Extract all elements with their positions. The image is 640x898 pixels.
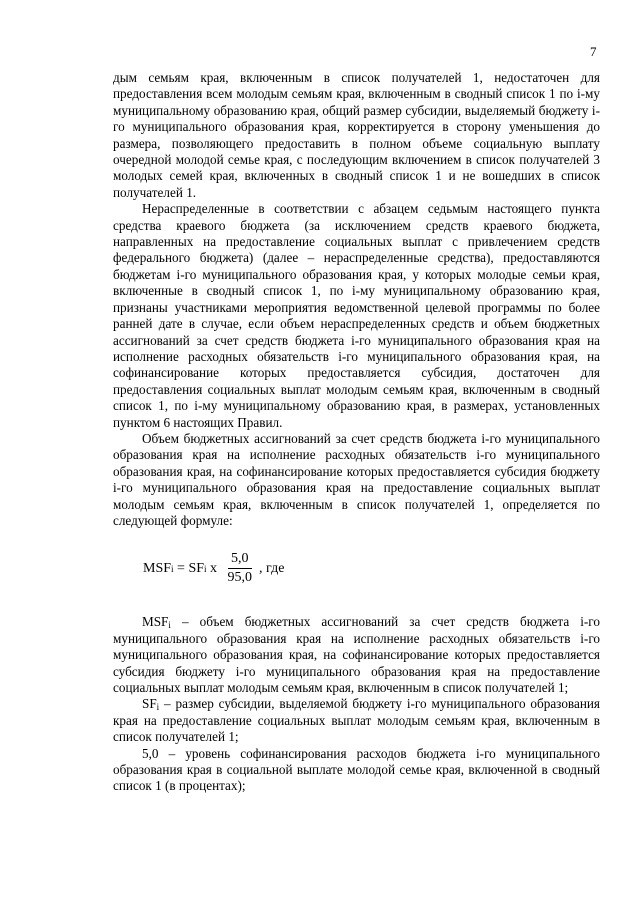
formula-suffix: , где [259, 560, 285, 576]
definition-msf [113, 614, 600, 696]
formula-rhs: SF [188, 560, 205, 576]
definition-sf [113, 696, 600, 745]
document-body [113, 70, 600, 795]
formula-fraction [225, 551, 256, 586]
paragraph-undistributed-funds: Нераспределенные в соответствии с абзацем седьмым настоящего пункта средства краевого бюджета (за исключением средств краевого бюджета, направленных на предоставление социальных выплат с привлечением средств федерального бюджета) (далее – нераспределенные средства), предоставляются бюджетам i-го муниципального образования края, у которых молодые семьи края, включенные в сводный список 1, по i-му муниципальному образованию края, признаны участниками мероприятия ведомственной целевой программы по более ранней дате в случае, если объем нераспределенных средств и объем бюджетных ассигнований за счет средств бюджета i-го муниципального образования края на исполнение расходных обязательств i-го муниципального образования края, на софинансирование которых предоставляется субсидия, достаточен для предоставления социальных выплат молодым семьям края, включенным в сводный список 1, по i-му муниципальному образованию края, в размерах, установленных пунктом 6 настоящих Правил. [113, 201, 600, 430]
formula-equals: = [173, 560, 189, 576]
formula: MSF i = SF i х $\frac{5,0}{95,0}$ , где [143, 551, 285, 586]
definition-sf-text: – размер субсидии, выделяемой бюджету i-го муниципального образования края на предоставление социальных выплат молодым семьям края, включенным в список получателей 1; [113, 696, 600, 745]
formula-denominator: 95,0 [227, 570, 253, 586]
paragraph-continuation: дым семьям края, включенным в список получателей 1, недостаточен для предоставления всем молодым семьям края, включенным в сводный список 1 по i-му муниципальному образованию края, общий размер субсидии, выделяемый бюджету i-го муниципального образования края, корректируется в сторону уменьшения до размера, позволяющего предоставить в полном объеме социальную выплату очередной молодой семье края, с последующим включением в список получателей 3 молодых семей края, включенных в сводный список 1 и не вошедших в список получателей 1. [113, 70, 600, 200]
paragraph-formula-intro: Объем бюджетных ассигнований за счет средств бюджета i-го муниципального образования края на исполнение расходных обязательств i-го муниципального образования края, на софинансирование которых предоставляется субсидия бюджету i-го муниципального образования края на предоставление социальных выплат молодым семьям края, включенным в список получателей 1, определяется по следующей формуле: [113, 430, 600, 528]
definition-level-symbol: 5,0 [142, 745, 159, 761]
definition-msf-text: – объем бюджетных ассигнований за счет средств бюджета i-го муниципального образования края на исполнение расходных обязательств i-го муниципального образования края, на софинансирование которых предоставляется субсидия бюджету i-го муниципального образования края на предоставление социальных выплат молодым семьям края, включенным в список получателей 1; [113, 614, 600, 695]
definition-sf-sub: i [156, 702, 160, 713]
definition-sf-symbol: SF [142, 696, 157, 712]
definition-level-text: – уровень софинансирования расходов бюджета i-го муниципального образования края в социальной выплате молодой семье края, включенной в сводный список 1 (в процентах); [113, 745, 600, 794]
definition-cofinancing-level [113, 746, 600, 795]
formula-numerator: 5,0 [228, 551, 252, 569]
definition-msf-sub: i [168, 620, 171, 631]
definition-msf-symbol: MSF [142, 614, 169, 630]
formula-times: х [206, 560, 221, 576]
formula-lhs: MSF [143, 560, 172, 576]
page-number: 7 [590, 44, 597, 59]
